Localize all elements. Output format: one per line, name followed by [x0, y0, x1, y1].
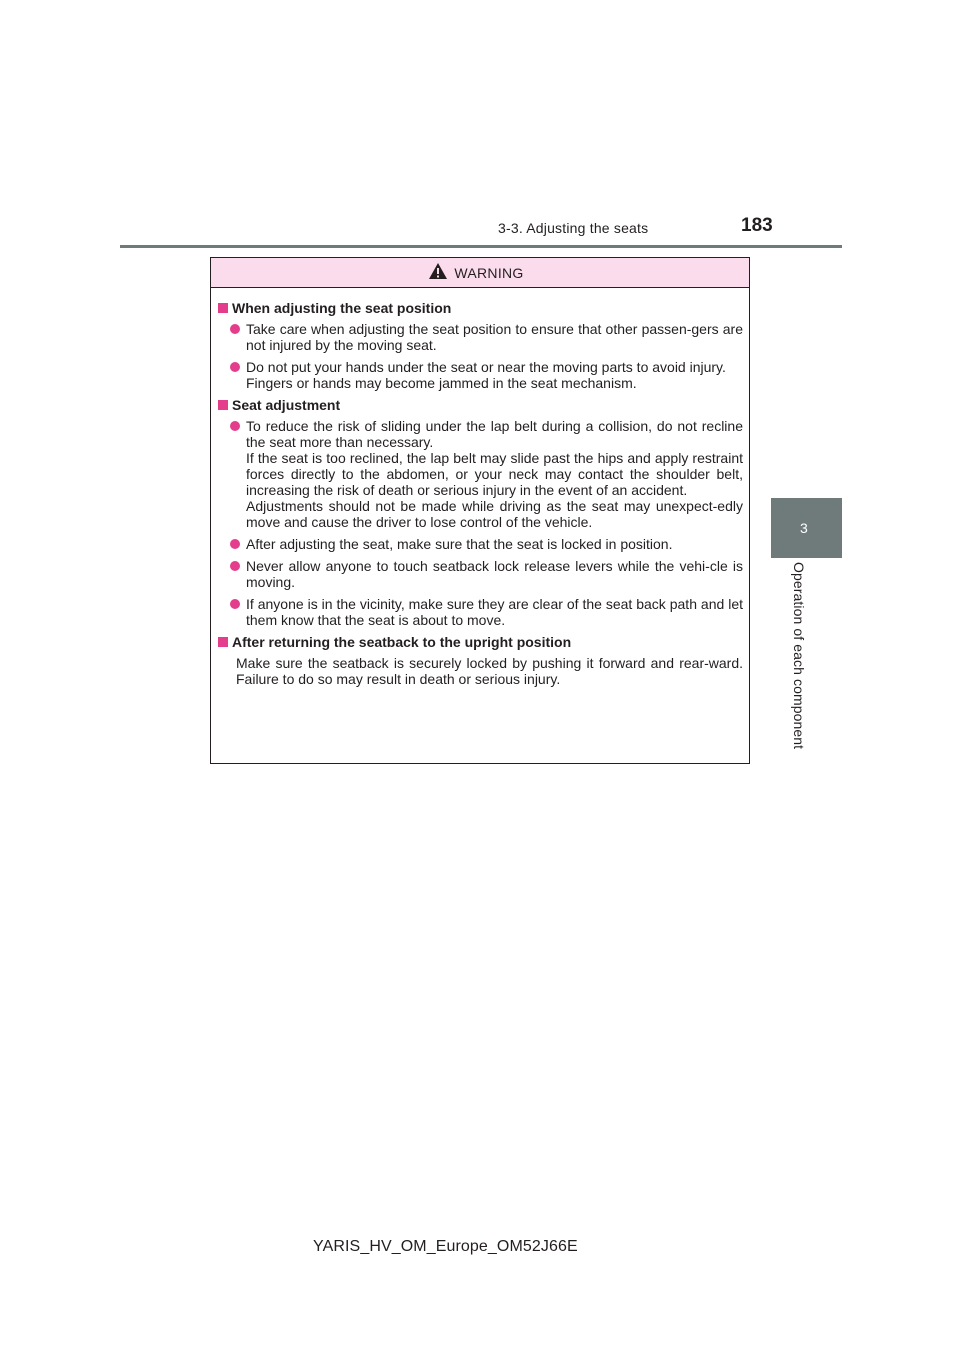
round-bullet-icon	[230, 561, 240, 571]
round-bullet-icon	[230, 539, 240, 549]
item-paragraph: Do not put your hands under the seat or near the moving parts to avoid injury.	[246, 359, 726, 375]
section-seat-adjustment	[218, 397, 743, 628]
item-paragraph: After adjusting the seat, make sure that the seat is locked in position.	[246, 536, 673, 552]
item-paragraph: Take care when adjusting the seat position to ensure that other passen-gers are not injured by the moving seat.	[246, 321, 743, 353]
section-upright-position	[218, 634, 743, 687]
list-item	[230, 359, 743, 391]
section-heading	[218, 300, 743, 316]
chapter-tab	[771, 498, 842, 558]
item-text	[246, 359, 743, 391]
square-bullet-icon	[218, 400, 228, 410]
section-heading	[218, 634, 743, 650]
section-heading-text: Seat adjustment	[232, 397, 341, 413]
header-rule	[120, 245, 842, 248]
item-paragraph: Adjustments should not be made while driving as the seat may unexpect-edly move and cause the driver to lose control of the vehicle.	[246, 498, 743, 530]
list-item	[230, 558, 743, 590]
item-text	[246, 321, 743, 353]
warning-header	[211, 258, 749, 288]
section-heading-text: When adjusting the seat position	[232, 300, 452, 316]
list-item	[230, 596, 743, 628]
round-bullet-icon	[230, 599, 240, 609]
item-text	[246, 596, 743, 628]
warning-body	[211, 288, 749, 687]
warning-triangle-icon	[428, 262, 448, 280]
round-bullet-icon	[230, 421, 240, 431]
square-bullet-icon	[218, 637, 228, 647]
section-paragraph: Make sure the seatback is securely locked by pushing it forward and rear-ward. Failure to do so may result in death or serious injury.	[236, 655, 743, 687]
document-code: YARIS_HV_OM_Europe_OM52J66E	[313, 1238, 578, 1255]
warning-title: WARNING	[454, 264, 524, 281]
page-number: 183	[741, 215, 773, 236]
item-paragraph: If anyone is in the vicinity, make sure they are clear of the seat back path and let them know that the seat is about to move.	[246, 596, 743, 628]
round-bullet-icon	[230, 324, 240, 334]
chapter-number: 3	[800, 520, 808, 536]
section-heading	[218, 397, 743, 413]
item-paragraph: If the seat is too reclined, the lap belt may slide past the hips and apply restraint forces directly to the abdomen, or your neck may contact the shoulder belt, increasing the risk of death or serious injury in the event of an accident.	[246, 450, 743, 498]
section-seat-position	[218, 300, 743, 391]
warning-box	[210, 257, 750, 764]
round-bullet-icon	[230, 362, 240, 372]
item-paragraph: Never allow anyone to touch seatback lock release levers while the vehi-cle is moving.	[246, 558, 743, 590]
item-text	[246, 536, 743, 552]
list-item	[230, 321, 743, 353]
section-title: 3-3. Adjusting the seats	[498, 220, 649, 236]
item-text	[246, 418, 743, 530]
list-item	[230, 536, 743, 552]
square-bullet-icon	[218, 303, 228, 313]
chapter-label: Operation of each component	[791, 562, 807, 750]
item-text	[246, 558, 743, 590]
section-heading-text: After returning the seatback to the upright position	[232, 634, 572, 650]
item-paragraph: To reduce the risk of sliding under the lap belt during a collision, do not recline the seat more than necessary.	[246, 418, 743, 450]
item-paragraph: Fingers or hands may become jammed in the seat mechanism.	[246, 375, 637, 391]
list-item	[230, 418, 743, 530]
